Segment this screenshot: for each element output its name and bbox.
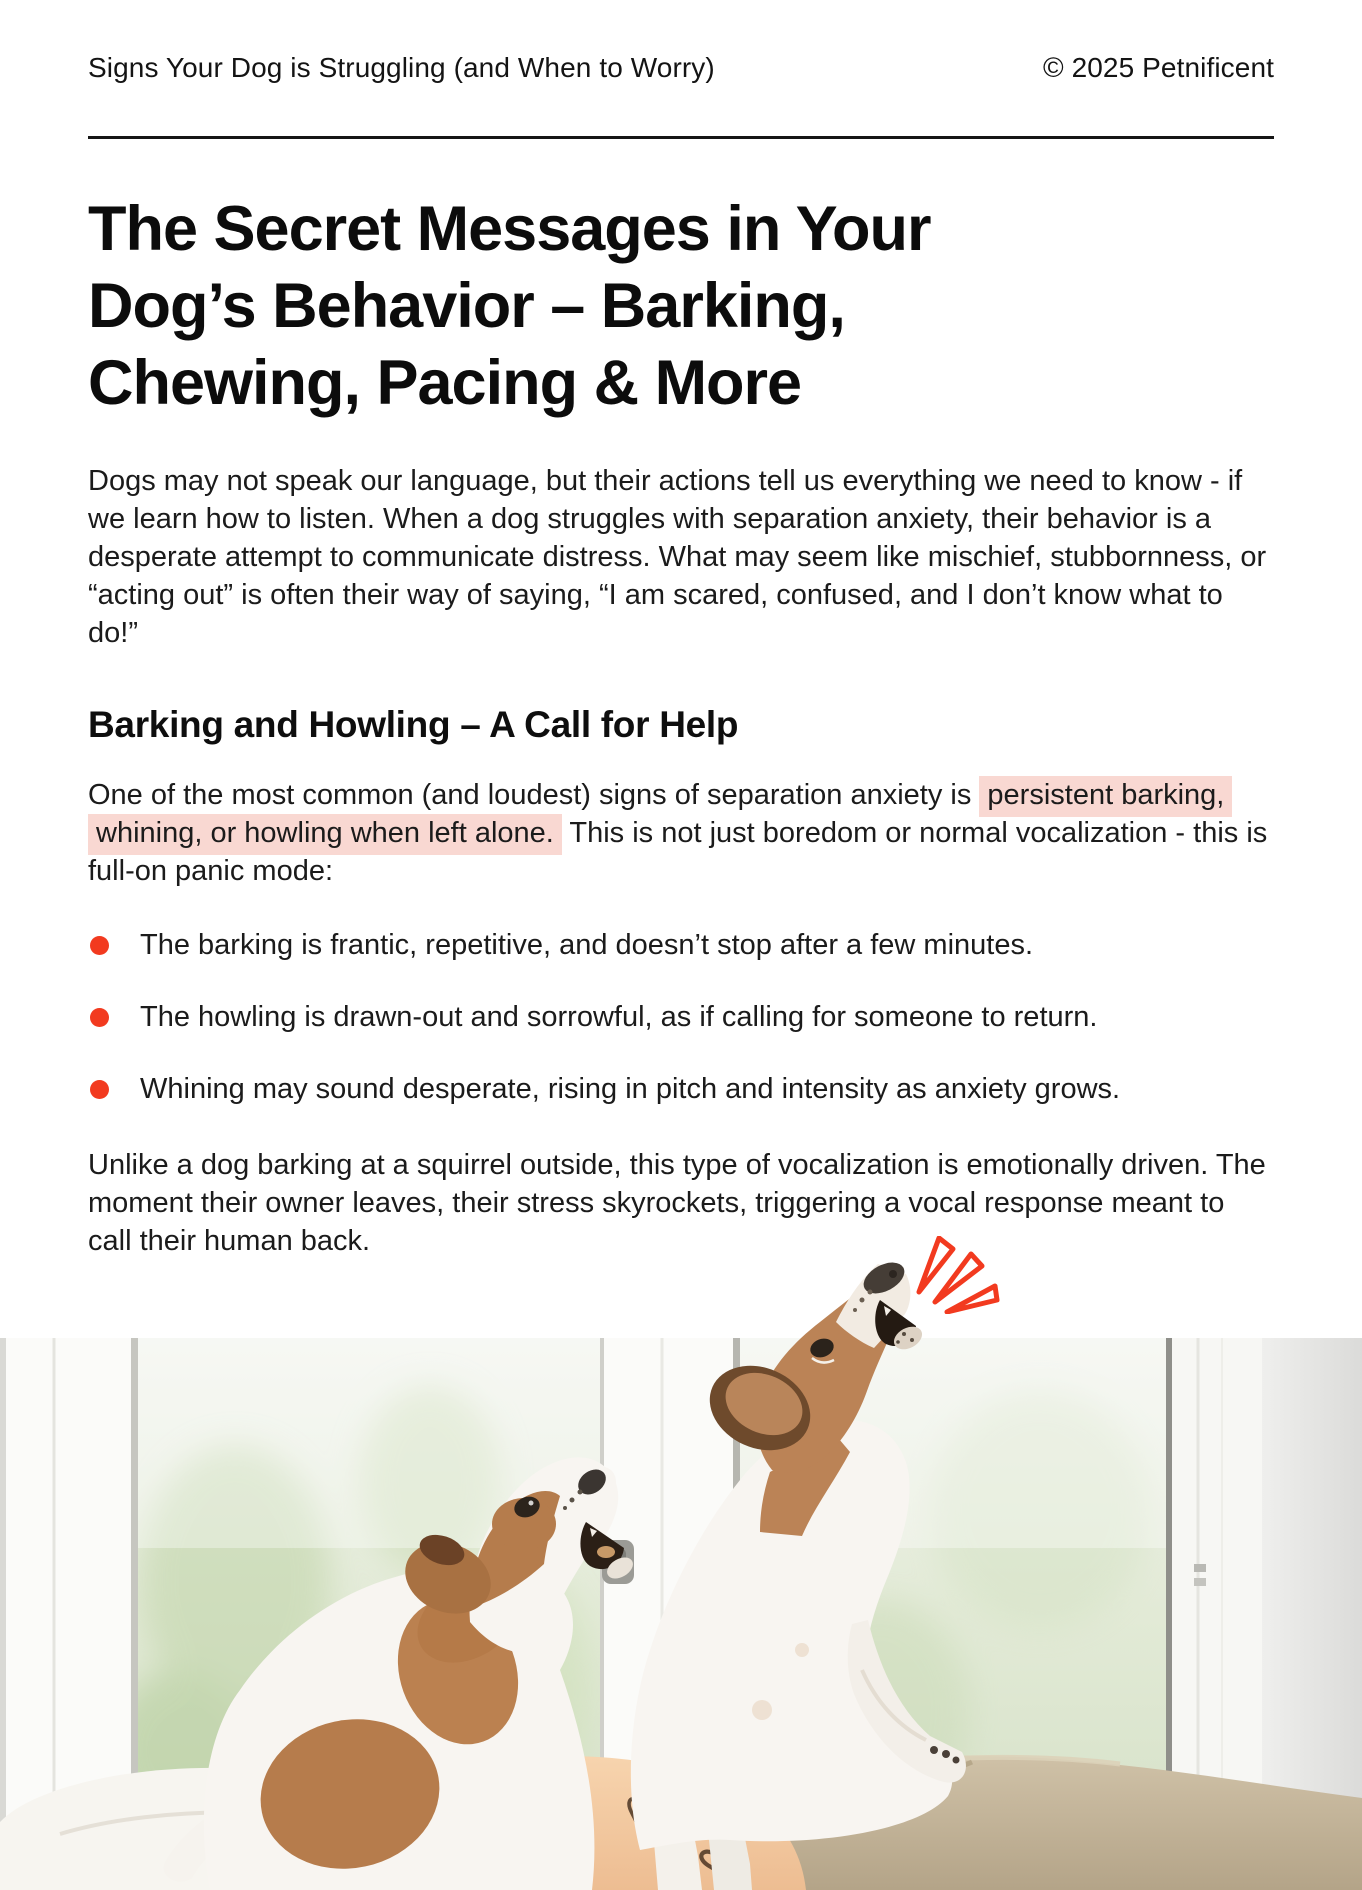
header-divider bbox=[88, 136, 1274, 139]
closing-paragraph: Unlike a dog barking at a squirrel outside, this type of vocalization is emotionally driven. The moment their owner leaves, their stress skyrockets, triggering a vocal response meant to call their human back. bbox=[88, 1149, 1266, 1257]
signs-list bbox=[88, 926, 1274, 1108]
highlight-paragraph bbox=[88, 776, 1274, 890]
section-heading: Barking and Howling – A Call for Help bbox=[88, 704, 739, 745]
header-copyright: © 2025 Petnificent bbox=[1042, 52, 1274, 83]
list-item bbox=[88, 926, 1274, 964]
highlighted-text: persistent barking, whining, or howling when left alone. bbox=[88, 776, 1232, 855]
page-header bbox=[88, 0, 1274, 84]
page-title bbox=[88, 191, 1274, 422]
list-item-text: Whining may sound desperate, rising in pitch and intensity as anxiety grows. bbox=[140, 1073, 1121, 1105]
paragraph-post: This is not just boredom or normal vocalization - this is full-on panic mode: bbox=[88, 817, 1268, 887]
bullet-dot-icon bbox=[90, 936, 109, 955]
bullet-dot-icon bbox=[90, 1080, 109, 1099]
header-title: Signs Your Dog is Struggling (and When to Worry) bbox=[88, 52, 715, 83]
list-item bbox=[88, 998, 1274, 1036]
title-line-2: Dog’s Behavior – Barking, bbox=[88, 271, 845, 341]
intro-paragraph: Dogs may not speak our language, but their actions tell us everything we need to know - if we learn how to listen. When a dog struggles with separation anxiety, their behavior is a desperate attempt to communicate distress. What may seem like mischief, stubbornness, or “acting out” is often their way of saying, “I am scared, confused, and I don’t know what to do!” bbox=[88, 465, 1267, 649]
title-line-1: The Secret Messages in Your bbox=[88, 194, 931, 264]
list-item bbox=[88, 1070, 1274, 1108]
list-item-text: The howling is drawn-out and sorrowful, as if calling for someone to return. bbox=[140, 1001, 1098, 1033]
dogs-photo bbox=[0, 1150, 1362, 1890]
window-scene-illustration bbox=[0, 1150, 1362, 1890]
paragraph-pre: One of the most common (and loudest) signs of separation anxiety is bbox=[88, 779, 980, 811]
bullet-dot-icon bbox=[90, 1008, 109, 1027]
title-line-3: Chewing, Pacing & More bbox=[88, 348, 802, 418]
list-item-text: The barking is frantic, repetitive, and doesn’t stop after a few minutes. bbox=[140, 929, 1034, 961]
